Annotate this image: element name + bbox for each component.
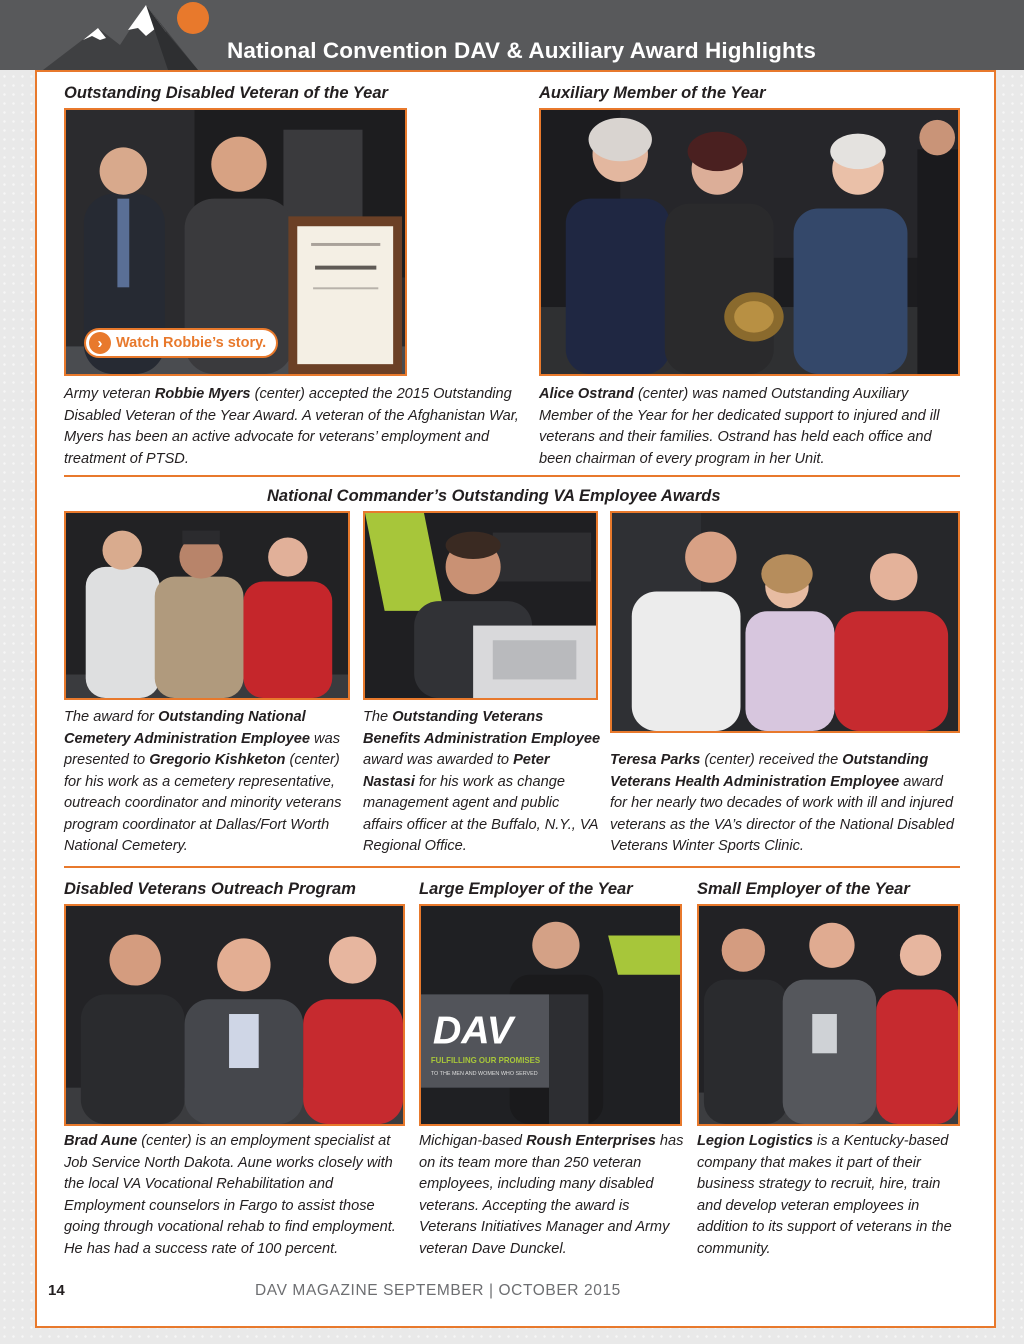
photo-brad-aune [64,904,405,1126]
caption-text: Michigan-based [419,1133,527,1149]
caption-text: for his work as change management agent and public affairs officer at the Buffalo, N.Y., VA Regional Office. [363,773,598,854]
caption-bold-text: Outstanding Veterans Health Administration Employee [610,752,929,790]
caption-va-health [610,750,960,858]
section-title-small: Small Employer of the Year [697,880,910,898]
caption-bold-text: Peter Nastasi [363,752,550,790]
caption-text: is a Kentucky-based company that makes it part of their business strategy to recruit, hire, train and develop veteran employees in addition to its support of veterans in the community. [697,1133,952,1257]
caption-va-benefits [363,707,603,858]
caption-bold-text: Alice Ostrand [539,386,634,402]
caption-text: The award for [64,709,159,725]
svg-text:DAV: DAV [432,1008,514,1053]
divider [64,475,960,477]
section-title-outreach: Disabled Veterans Outreach Program [64,880,356,898]
caption-text: (center) is an employment specialist at Job Service North Dakota. Aune works closely with the local VA Vocational Rehabilitation and Employment counselors in Fargo to assist those going through vocational rehab to find employment. He has had a success rate of 100 percent. [64,1133,396,1257]
caption-outreach [64,1131,414,1260]
caption-text: (center) for his work as a cemetery representative, outreach coordinator and minority veterans program coordinator at Dallas/Fort Worth National Cemetery. [64,752,342,854]
caption-aux [539,384,959,470]
caption-text: (center) was named Outstanding Auxiliary Member of the Year for her dedicated support to injured and ill veterans and their families. Ostrand has held each office and been chairman of every program in her Unit. [539,386,940,467]
caption-odv [64,384,524,470]
section-title-aux: Auxiliary Member of the Year [539,84,766,102]
page-title: National Convention DAV & Auxiliary Award Highlights [227,38,817,63]
caption-bold-text: Legion Logistics [697,1133,813,1149]
photo-dave-dunckel [419,904,682,1126]
caption-text: has on its team more than 250 veteran employees, including many disabled veterans. Accepting the award is Veterans Initiatives Manager and Army veteran Dave Dunckel. [419,1133,684,1257]
section-title-large: Large Employer of the Year [419,880,633,898]
photo-alice-ostrand [539,108,960,376]
caption-text: Army veteran [64,386,155,402]
caption-bold-text: Gregorio Kishketon [149,752,286,768]
caption-text: (center) received the [700,752,843,768]
caption-large [419,1131,684,1260]
caption-bold-text: Outstanding National Cemetery Administration Employee [64,709,310,747]
caption-text: (center) accepted the 2015 Outstanding Disabled Veteran of the Year Award. A veteran of the Afghanistan War, Myers has been an active advocate for veterans’ employment and treatment of PTSD. [64,386,519,467]
caption-bold-text: Teresa Parks [610,752,701,768]
caption-bold-text: Robbie Myers [154,386,251,402]
divider [64,866,960,868]
caption-text: award was awarded to [363,752,514,768]
photo-legion-logistics [697,904,960,1126]
caption-text: The [363,709,393,725]
photo-teresa-parks [610,511,960,733]
play-arrow-icon: › [89,332,111,354]
section-title-va: National Commander’s Outstanding VA Employee Awards [267,487,721,505]
svg-text:TO THE MEN AND WOMEN WHO SERVE: TO THE MEN AND WOMEN WHO SERVED [430,1070,538,1077]
page-header [0,0,1024,70]
photo-gregorio-kishketon [64,511,350,700]
caption-text: was presented to [64,730,341,768]
magazine-footer: DAV MAGAZINE SEPTEMBER | OCTOBER 2015 [255,1282,621,1299]
page-number: 14 [48,1282,65,1299]
watch-story-button[interactable] [84,328,278,358]
caption-bold-text: Roush Enterprises [526,1133,656,1149]
section-title-odv: Outstanding Disabled Veteran of the Year [64,84,388,102]
watch-story-label: Watch Robbie’s story. [116,335,267,351]
svg-text:FULFILLING OUR PROMISES: FULFILLING OUR PROMISES [430,1056,541,1066]
caption-bold-text: Brad Aune [64,1133,138,1149]
caption-bold-text: Outstanding Veterans Benefits Administration Employee [363,709,601,747]
caption-va-cemetery [64,707,354,858]
photo-peter-nastasi [363,511,598,700]
caption-text: award for her nearly two decades of work with ill and injured veterans as the VA’s director of the National Disabled Veterans Winter Sports Clinic. [610,773,954,854]
mountain-logo-icon [28,0,228,70]
caption-small [697,1131,965,1260]
